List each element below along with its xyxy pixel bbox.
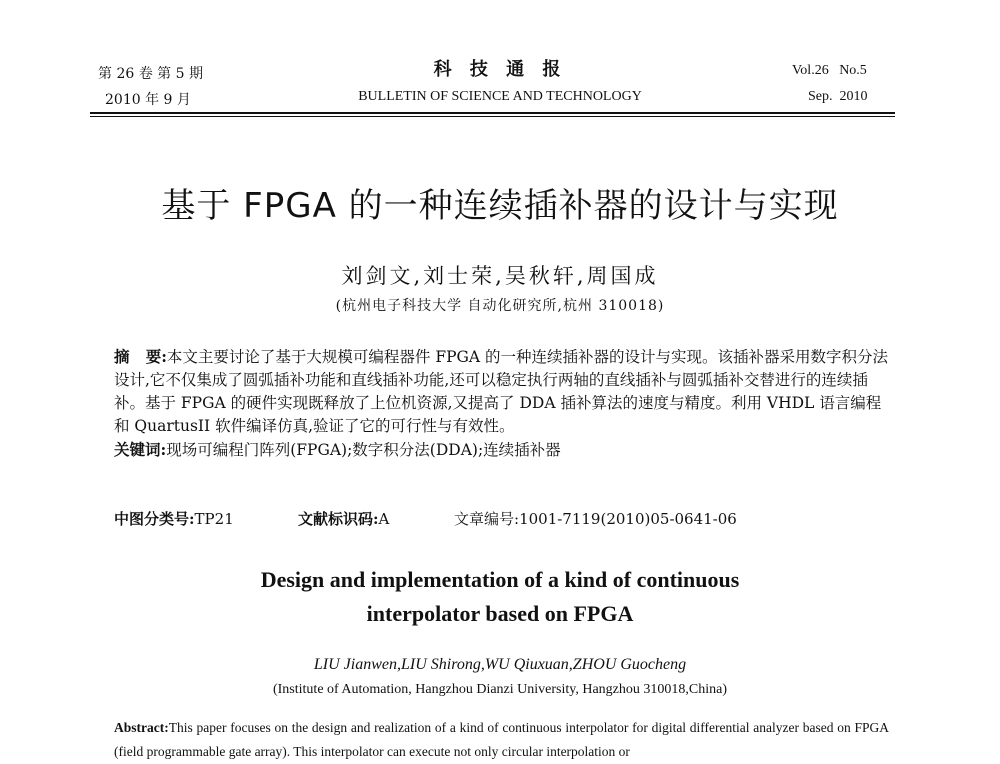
abstract-cn-block [114, 345, 889, 462]
header-rule-top [90, 112, 895, 114]
header-rule-bottom [90, 116, 895, 117]
date-cn: 2010 年 9 月 [105, 92, 191, 108]
affiliation-en: (Institute of Automation, Hangzhou Dianzi University, Hangzhou 310018,China) [272, 682, 727, 697]
clc-value: TP21 [194, 510, 234, 528]
abstract-en-block [114, 716, 889, 764]
keywords-cn-label: 关键词: [114, 440, 167, 459]
date-en: Sep. 2010 [808, 89, 868, 104]
article-number [454, 508, 737, 529]
doc-code-value: A [378, 510, 390, 528]
clc-label: 中图分类号: [114, 510, 195, 528]
document-code [298, 508, 389, 529]
abstract-en-text: This paper focuses on the design and realization of a kind of continuous interpolator for digital differential analyzer based on FPGA (field programmable gate array). This interpolator can execute not only circular interpolation or [114, 720, 889, 759]
keywords-cn-line [114, 438, 889, 462]
abstract-cn-label: 摘 要: [114, 347, 167, 366]
journal-title-en: BULLETIN OF SCIENCE AND TECHNOLOGY [358, 89, 642, 104]
abstract-en-label: Abstract: [114, 720, 169, 735]
article-no-value: 1001-7119(2010)05-0641-06 [519, 510, 737, 528]
title-en-line-1: Design and implementation of a kind of continuous [260, 567, 740, 592]
volume-issue-cn: 第 26 卷 第 5 期 [98, 66, 203, 82]
authors-cn: 刘剑文,刘士荣,吴秋轩,周国成 [341, 264, 659, 288]
article-title-en [0, 563, 1000, 631]
article-title-cn: 基于 FPGA 的一种连续插补器的设计与实现 [161, 186, 839, 226]
keywords-cn-text: 现场可编程门阵列(FPGA);数字积分法(DDA);连续插补器 [166, 441, 561, 459]
authors-en: LIU Jianwen,LIU Shirong,WU Qiuxuan,ZHOU Guocheng [313, 656, 687, 673]
title-en-line-2: interpolator based on FPGA [366, 601, 634, 626]
affiliation-cn: (杭州电子科技大学 自动化研究所,杭州 310018) [335, 298, 665, 314]
abstract-cn-paragraph [114, 345, 889, 438]
doc-code-label: 文献标识码: [298, 510, 379, 528]
volume-issue-en: Vol.26 No.5 [792, 63, 867, 78]
abstract-cn-text: 本文主要讨论了基于大规模可编程器件 FPGA 的一种连续插补器的设计与实现。该插补器采用数字积分法设计,它不仅集成了圆弧插补功能和直线插补功能,还可以稳定执行两轴的直线插补与圆弧插补交替进行的连续插补。基于 FPGA 的硬件实现既释放了上位机资源,又提高了 DDA 插补算法的速度与精度。利用 VHDL 语言编程和 QuartusII 软件编译仿真,验证了它的可行性与有效性。 [114, 348, 889, 435]
clc-number [114, 508, 234, 529]
article-no-label: 文章编号: [454, 510, 520, 528]
journal-title-cn: 科 技 通 报 [433, 59, 567, 80]
